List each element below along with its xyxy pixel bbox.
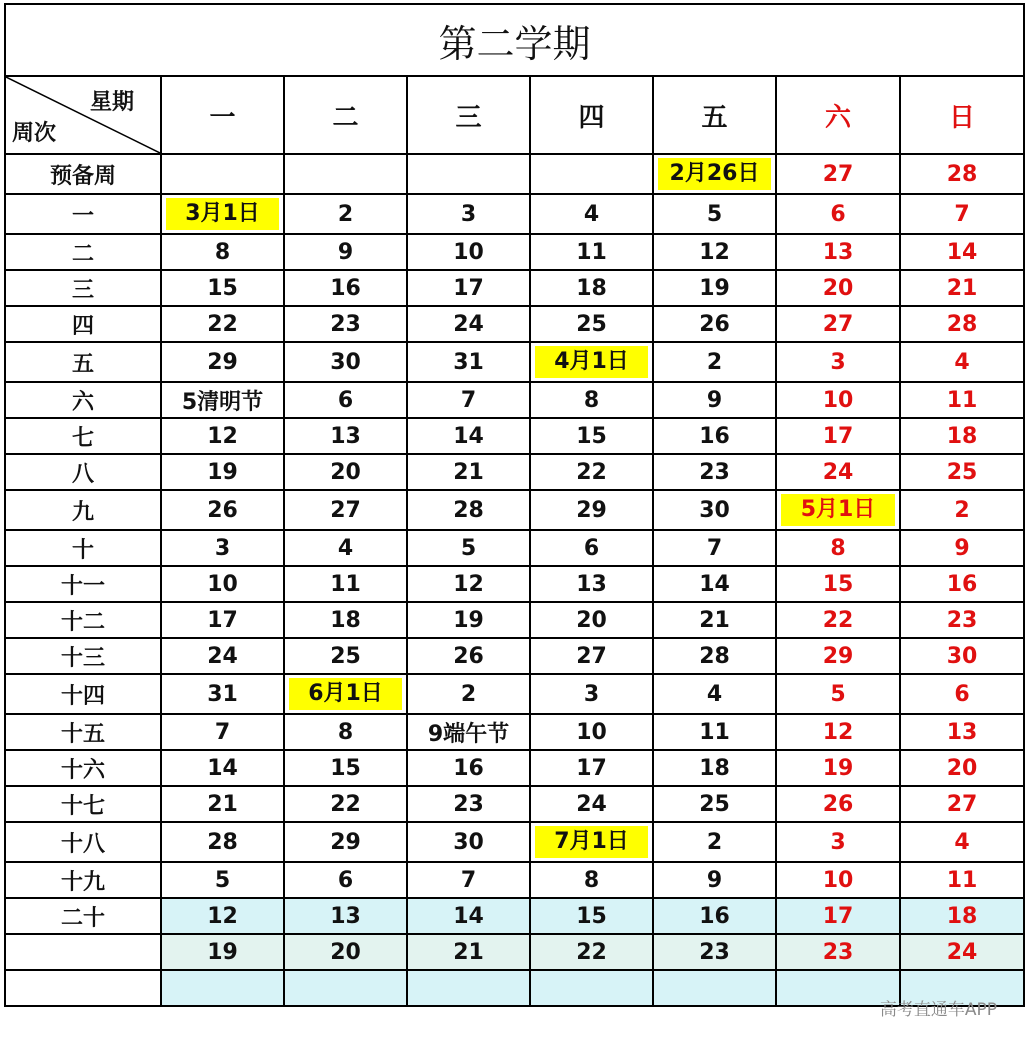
- day-cell: 7: [653, 530, 776, 566]
- day-cell: 16: [407, 750, 530, 786]
- day-cell: [530, 154, 653, 194]
- day-cell: 9: [900, 530, 1024, 566]
- day-cell: 16: [900, 566, 1024, 602]
- day-cell: 30: [407, 822, 530, 862]
- day-cell: 10: [161, 566, 284, 602]
- highlighted-date: 4月1日: [535, 346, 648, 378]
- day-cell: 17: [407, 270, 530, 306]
- day-cell: 17: [530, 750, 653, 786]
- day-cell: 28: [161, 822, 284, 862]
- day-cell: 10: [776, 862, 900, 898]
- day-cell: [653, 154, 776, 194]
- day-cell: 23: [653, 934, 776, 970]
- highlighted-date: 6月1日: [289, 678, 402, 710]
- week-label: 十六: [5, 750, 161, 786]
- day-cell: 10: [530, 714, 653, 750]
- day-cell: 30: [653, 490, 776, 530]
- day-cell: 29: [161, 342, 284, 382]
- day-cell: [530, 342, 653, 382]
- watermark-text: 高考直通车APP: [879, 1000, 997, 1020]
- week-row: [5, 602, 1024, 638]
- highlighted-date: 7月1日: [535, 826, 648, 858]
- day-cell: 13: [900, 714, 1024, 750]
- day-cell: 16: [653, 898, 776, 934]
- day-cell: 3: [776, 342, 900, 382]
- day-cell: 8: [776, 530, 900, 566]
- day-cell: 31: [161, 674, 284, 714]
- week-row: [5, 898, 1024, 934]
- week-label: 十九: [5, 862, 161, 898]
- day-cell: 6: [900, 674, 1024, 714]
- day-cell: 3: [776, 822, 900, 862]
- day-cell: 22: [530, 934, 653, 970]
- day-cell: 26: [653, 306, 776, 342]
- day-cell: 14: [653, 566, 776, 602]
- day-cell: 21: [161, 786, 284, 822]
- day-cell: 8: [284, 714, 407, 750]
- week-row: [5, 934, 1024, 970]
- week-row: [5, 530, 1024, 566]
- day-cell: 4: [900, 822, 1024, 862]
- day-cell: 21: [653, 602, 776, 638]
- week-label: 十五: [5, 714, 161, 750]
- day-cell: 20: [530, 602, 653, 638]
- day-cell: 12: [407, 566, 530, 602]
- weekday-header-2: 二: [284, 76, 407, 154]
- day-cell: [653, 970, 776, 1006]
- week-row: [5, 566, 1024, 602]
- day-cell: 19: [653, 270, 776, 306]
- day-cell: 21: [900, 270, 1024, 306]
- day-cell: 25: [530, 306, 653, 342]
- day-cell: 24: [900, 934, 1024, 970]
- day-cell: 11: [653, 714, 776, 750]
- day-cell: 30: [284, 342, 407, 382]
- day-cell: 13: [776, 234, 900, 270]
- day-cell: 9: [653, 862, 776, 898]
- day-cell: 4: [284, 530, 407, 566]
- week-label: 十七: [5, 786, 161, 822]
- day-cell: 11: [284, 566, 407, 602]
- week-label: 六: [5, 382, 161, 418]
- day-cell: 22: [776, 602, 900, 638]
- day-cell: 23: [900, 602, 1024, 638]
- week-row: [5, 862, 1024, 898]
- day-cell: 5: [161, 862, 284, 898]
- week-row: [5, 674, 1024, 714]
- week-row: [5, 750, 1024, 786]
- day-cell: 20: [284, 934, 407, 970]
- day-cell: 18: [284, 602, 407, 638]
- day-cell: [161, 154, 284, 194]
- week-label: [5, 934, 161, 970]
- day-cell: 24: [530, 786, 653, 822]
- day-cell: [284, 154, 407, 194]
- day-cell: 3: [407, 194, 530, 234]
- day-cell: 5: [653, 194, 776, 234]
- week-label: 十三: [5, 638, 161, 674]
- day-cell: 25: [284, 638, 407, 674]
- week-row: [5, 970, 1024, 1006]
- day-cell: 11: [530, 234, 653, 270]
- week-label: 四: [5, 306, 161, 342]
- day-cell: [161, 194, 284, 234]
- day-cell: 30: [900, 638, 1024, 674]
- day-cell: 18: [653, 750, 776, 786]
- day-cell: 26: [161, 490, 284, 530]
- day-cell: 21: [407, 454, 530, 490]
- day-cell: [161, 970, 284, 1006]
- day-cell: [530, 822, 653, 862]
- day-cell: 31: [407, 342, 530, 382]
- day-cell: 12: [776, 714, 900, 750]
- day-cell: 6: [776, 194, 900, 234]
- week-label: 预备周: [5, 154, 161, 194]
- day-cell: 17: [776, 898, 900, 934]
- day-cell: 23: [284, 306, 407, 342]
- day-cell: 29: [284, 822, 407, 862]
- day-cell: 13: [284, 898, 407, 934]
- day-cell: [407, 154, 530, 194]
- week-row: [5, 154, 1024, 194]
- day-cell: 7: [900, 194, 1024, 234]
- corner-header: [5, 76, 161, 154]
- day-cell: 18: [900, 898, 1024, 934]
- day-cell: 27: [530, 638, 653, 674]
- day-cell: 7: [407, 382, 530, 418]
- day-cell: 4: [653, 674, 776, 714]
- calendar-title: 第二学期: [5, 4, 1024, 76]
- day-cell: [776, 490, 900, 530]
- day-cell: 24: [161, 638, 284, 674]
- day-cell: 2: [284, 194, 407, 234]
- day-cell: 9: [284, 234, 407, 270]
- day-cell: 2: [653, 822, 776, 862]
- day-cell: 19: [161, 934, 284, 970]
- day-cell: 15: [776, 566, 900, 602]
- day-cell: 14: [161, 750, 284, 786]
- weekday-header-3: 三: [407, 76, 530, 154]
- day-cell: 25: [900, 454, 1024, 490]
- day-cell: 19: [407, 602, 530, 638]
- week-row: [5, 342, 1024, 382]
- week-label: 九: [5, 490, 161, 530]
- day-cell: 4: [900, 342, 1024, 382]
- day-cell: 26: [776, 786, 900, 822]
- week-label: 七: [5, 418, 161, 454]
- week-row: [5, 382, 1024, 418]
- day-cell: 28: [900, 154, 1024, 194]
- day-cell: 10: [407, 234, 530, 270]
- day-cell: 17: [776, 418, 900, 454]
- day-cell: 8: [530, 382, 653, 418]
- day-cell: [530, 970, 653, 1006]
- day-cell: 19: [776, 750, 900, 786]
- week-label: 十四: [5, 674, 161, 714]
- day-cell: 27: [900, 786, 1024, 822]
- weekday-header-6: 六: [776, 76, 900, 154]
- day-cell: 24: [407, 306, 530, 342]
- calendar-wrapper: [4, 3, 1023, 1007]
- day-cell: [407, 970, 530, 1006]
- day-cell: 28: [407, 490, 530, 530]
- day-cell: 12: [161, 418, 284, 454]
- day-cell: 25: [653, 786, 776, 822]
- week-label: 十一: [5, 566, 161, 602]
- day-cell: 14: [900, 234, 1024, 270]
- day-cell: [284, 970, 407, 1006]
- day-cell: 21: [407, 934, 530, 970]
- week-label: 一: [5, 194, 161, 234]
- week-label: 八: [5, 454, 161, 490]
- day-cell: 11: [900, 382, 1024, 418]
- week-label: 二: [5, 234, 161, 270]
- day-cell: 15: [284, 750, 407, 786]
- highlighted-date: 2月26日: [658, 158, 771, 190]
- week-row: [5, 786, 1024, 822]
- day-cell: 19: [161, 454, 284, 490]
- week-label: 五: [5, 342, 161, 382]
- week-label: [5, 970, 161, 1006]
- day-cell: 6: [284, 382, 407, 418]
- day-cell: 20: [900, 750, 1024, 786]
- week-label: 十二: [5, 602, 161, 638]
- weekday-header-4: 四: [530, 76, 653, 154]
- weekday-header-5: 五: [653, 76, 776, 154]
- week-label: 十八: [5, 822, 161, 862]
- day-cell: 8: [530, 862, 653, 898]
- corner-weekday-label: 星期: [89, 90, 134, 115]
- day-cell: 15: [530, 898, 653, 934]
- day-cell: 17: [161, 602, 284, 638]
- week-row: [5, 822, 1024, 862]
- highlighted-date: 5月1日: [781, 494, 895, 526]
- day-cell: 13: [284, 418, 407, 454]
- day-cell: 22: [530, 454, 653, 490]
- day-cell: 29: [776, 638, 900, 674]
- weekday-header-1: 一: [161, 76, 284, 154]
- day-cell: 9端午节: [407, 714, 530, 750]
- day-cell: 6: [530, 530, 653, 566]
- day-cell: 28: [900, 306, 1024, 342]
- day-cell: 22: [161, 306, 284, 342]
- day-cell: 23: [776, 934, 900, 970]
- day-cell: 6: [284, 862, 407, 898]
- day-cell: 7: [407, 862, 530, 898]
- corner-week-label: 周次: [12, 121, 57, 146]
- day-cell: 18: [530, 270, 653, 306]
- week-label: 十: [5, 530, 161, 566]
- day-cell: 23: [407, 786, 530, 822]
- day-cell: 15: [530, 418, 653, 454]
- day-cell: 29: [530, 490, 653, 530]
- weekday-header-7: 日: [900, 76, 1024, 154]
- week-row: [5, 714, 1024, 750]
- day-cell: 2: [407, 674, 530, 714]
- day-cell: 20: [776, 270, 900, 306]
- day-cell: 24: [776, 454, 900, 490]
- day-cell: 27: [284, 490, 407, 530]
- week-row: [5, 306, 1024, 342]
- day-cell: 3: [530, 674, 653, 714]
- day-cell: 27: [776, 306, 900, 342]
- week-row: [5, 234, 1024, 270]
- week-row: [5, 454, 1024, 490]
- day-cell: 12: [161, 898, 284, 934]
- day-cell: 2: [653, 342, 776, 382]
- day-cell: 22: [284, 786, 407, 822]
- day-cell: 11: [900, 862, 1024, 898]
- highlighted-date: 3月1日: [166, 198, 279, 230]
- day-cell: 10: [776, 382, 900, 418]
- day-cell: 7: [161, 714, 284, 750]
- day-cell: 23: [653, 454, 776, 490]
- day-cell: 20: [284, 454, 407, 490]
- week-row: [5, 638, 1024, 674]
- week-row: [5, 270, 1024, 306]
- day-cell: 16: [284, 270, 407, 306]
- day-cell: 12: [653, 234, 776, 270]
- day-cell: 3: [161, 530, 284, 566]
- day-cell: 16: [653, 418, 776, 454]
- day-cell: [284, 674, 407, 714]
- week-row: [5, 490, 1024, 530]
- day-cell: 8: [161, 234, 284, 270]
- day-cell: 5: [776, 674, 900, 714]
- day-cell: 28: [653, 638, 776, 674]
- day-cell: 26: [407, 638, 530, 674]
- day-cell: 5: [407, 530, 530, 566]
- day-cell: 2: [900, 490, 1024, 530]
- week-row: [5, 194, 1024, 234]
- week-label: 三: [5, 270, 161, 306]
- semester-calendar-table: [4, 3, 1025, 1007]
- day-cell: 5清明节: [161, 382, 284, 418]
- day-cell: 4: [530, 194, 653, 234]
- day-cell: 15: [161, 270, 284, 306]
- week-row: [5, 418, 1024, 454]
- day-cell: 13: [530, 566, 653, 602]
- day-cell: 14: [407, 418, 530, 454]
- day-cell: 18: [900, 418, 1024, 454]
- day-cell: 27: [776, 154, 900, 194]
- week-label: 二十: [5, 898, 161, 934]
- day-cell: 14: [407, 898, 530, 934]
- day-cell: 9: [653, 382, 776, 418]
